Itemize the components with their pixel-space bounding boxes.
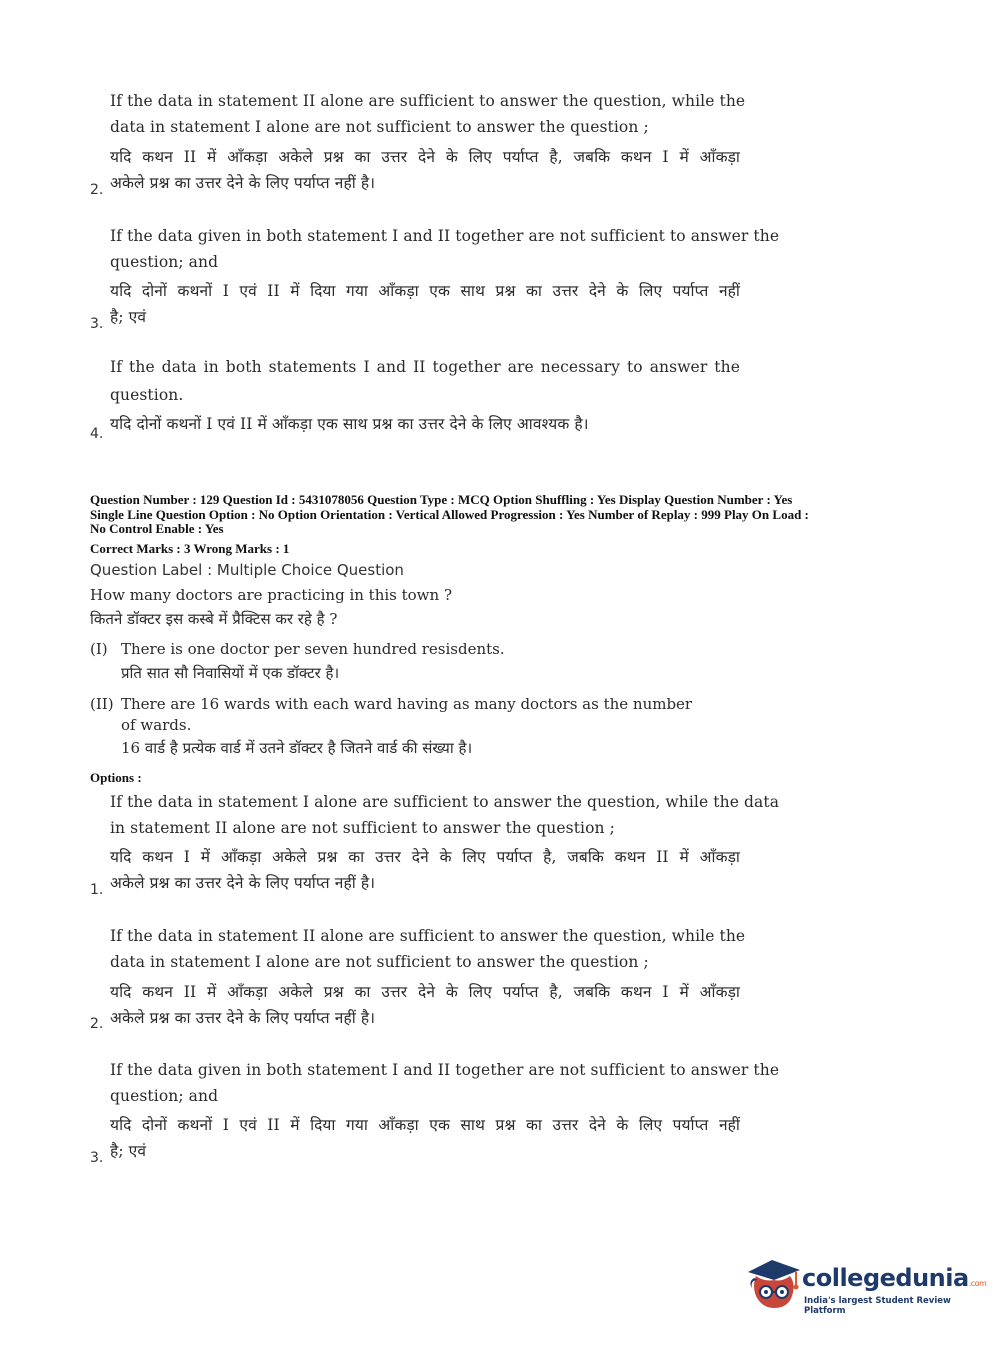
option-text-line: यदि कथन II में आँकड़ा अकेले प्रश्न का उत्तर देने के लिए पर्याप्त है, जबकि कथन I में आँकड़ा [110,983,740,1001]
statement-2-en-cont: of wards. [121,716,192,734]
option-text-line: यदि कथन I में आँकड़ा अकेले प्रश्न का उत्तर देने के लिए पर्याप्त है, जबकि कथन II में आँकड़ा [110,848,740,866]
option-text-line: अकेले प्रश्न का उत्तर देने के लिए पर्याप्त नहीं है। [110,1009,376,1027]
option-text-line: in statement II alone are not sufficient to answer the question ; [110,819,615,837]
meta-line: No Control Enable : Yes [90,521,224,536]
logo-tagline: India's largest Student Review Platform [804,1296,951,1316]
option-text-line: If the data in both statements I and II together are necessary to answer the [110,358,740,376]
option-number: 2. [90,182,104,198]
options-label: Options : [90,770,142,785]
option-text-line: अकेले प्रश्न का उत्तर देने के लिए पर्याप्त नहीं है। [110,874,376,892]
statement-1-en: There is one doctor per seven hundred resisdents. [121,640,505,658]
option-text-line: यदि दोनों कथनों I एवं II में आँकड़ा एक साथ प्रश्न का उत्तर देने के लिए आवश्यक है। [110,415,589,433]
option-text-line: अकेले प्रश्न का उत्तर देने के लिए पर्याप्त नहीं है। [110,174,376,192]
statement-2-mark: (II) [90,695,114,713]
option-text-line: है; एवं [110,1142,147,1160]
option-text-line: question; and [110,253,219,271]
mascot-icon [742,1252,804,1316]
statement-2-hi: 16 वार्ड है प्रत्येक वार्ड में उतने डॉक्टर है जितने वार्ड की संख्या है। [121,739,473,757]
statement-1-mark: (I) [90,640,108,658]
meta-line: Question Number : 129 Question Id : 5431078056 Question Type : MCQ Option Shuffling : Yes Display Question Number : Yes [90,492,793,507]
option-text-line: If the data in statement II alone are sufficient to answer the question, while the [110,92,746,110]
option-text-line: data in statement I alone are not sufficient to answer the question ; [110,953,649,971]
option-text-line: If the data given in both statement I and II together are not sufficient to answer the [110,1061,780,1079]
option-number: 3. [90,1150,104,1166]
option-text-line: question. [110,386,184,404]
option-text-line: यदि दोनों कथनों I एवं II में दिया गया आँकड़ा एक साथ प्रश्न का उत्तर देने के लिए पर्याप्त नहीं [110,1116,740,1134]
option-text-line: If the data given in both statement I and II together are not sufficient to answer the [110,227,780,245]
question-marks: Correct Marks : 3 Wrong Marks : 1 [90,541,290,556]
option-text-line: If the data in statement I alone are sufficient to answer the question, while the data [110,793,780,811]
logo-dotcom: .com [968,1279,987,1288]
meta-line: Single Line Question Option : No Option Orientation : Vertical Allowed Progression : Yes Number of Replay : 999 Play On Load : [90,506,809,522]
option-text-line: यदि दोनों कथनों I एवं II में दिया गया आँकड़ा एक साथ प्रश्न का उत्तर देने के लिए पर्याप्त नहीं [110,282,740,300]
option-text-line: data in statement I alone are not sufficient to answer the question ; [110,118,649,136]
statement-2-en: There are 16 wards with each ward having as many doctors as the number [121,695,693,713]
option-number: 2. [90,1016,104,1032]
option-number: 4. [90,426,104,442]
statement-1-hi: प्रति सात सौ निवासियों में एक डॉक्टर है। [121,664,340,682]
option-text-line: यदि कथन II में आँकड़ा अकेले प्रश्न का उत्तर देने के लिए पर्याप्त है, जबकि कथन I में आँकड़ा [110,148,740,166]
option-text-line: question; and [110,1087,219,1105]
question-meta [90,493,910,537]
option-text-line: If the data in statement II alone are sufficient to answer the question, while the [110,927,746,945]
option-number: 3. [90,316,104,332]
collegedunia-logo [742,1250,987,1320]
option-number: 1. [90,882,104,898]
question-text-en: How many doctors are practicing in this town ? [90,586,452,604]
option-text-line: है; एवं [110,308,147,326]
logo-wordmark: collegedunia.com [802,1264,987,1292]
question-text-hi: कितने डॉक्टर इस कस्बे में प्रैक्टिस कर रहे है ? [90,610,338,628]
question-label: Question Label : Multiple Choice Question [90,561,404,579]
